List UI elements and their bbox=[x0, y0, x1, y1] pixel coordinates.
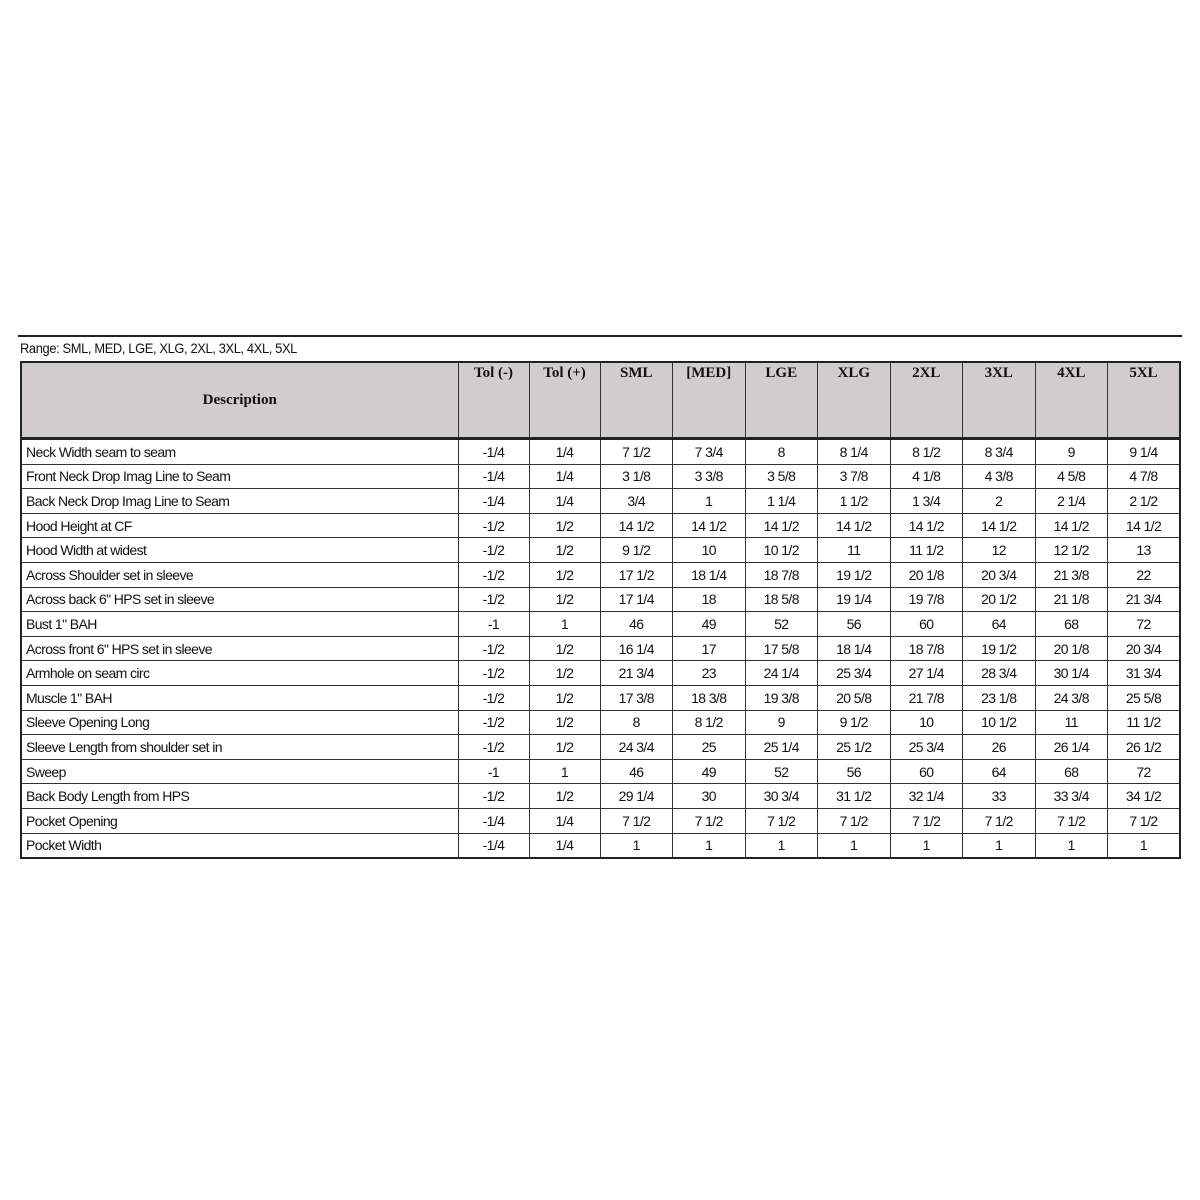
cell-2xl: 10 bbox=[890, 710, 963, 735]
cell-5xl: 22 bbox=[1108, 562, 1181, 587]
table-row bbox=[21, 759, 1180, 784]
cell-tol-plus: 1/2 bbox=[529, 784, 600, 809]
cell-med: 23 bbox=[673, 661, 746, 686]
cell-xlg: 1 bbox=[818, 833, 891, 858]
cell-3xl: 64 bbox=[963, 759, 1036, 784]
header-row bbox=[21, 362, 1180, 439]
cell-med: 17 bbox=[673, 636, 746, 661]
cell-3xl: 8 3/4 bbox=[963, 439, 1036, 465]
cell-description: Sleeve Length from shoulder set in bbox=[21, 735, 458, 760]
cell-sml: 9 1/2 bbox=[600, 538, 673, 563]
cell-5xl: 72 bbox=[1108, 759, 1181, 784]
cell-tol-minus: -1/2 bbox=[458, 685, 529, 710]
cell-description: Bust 1" BAH bbox=[21, 612, 458, 637]
cell-lge: 14 1/2 bbox=[745, 513, 818, 538]
cell-xlg: 56 bbox=[818, 759, 891, 784]
cell-4xl: 9 bbox=[1035, 439, 1108, 465]
cell-2xl: 7 1/2 bbox=[890, 808, 963, 833]
cell-description: Pocket Width bbox=[21, 833, 458, 858]
cell-lge: 19 3/8 bbox=[745, 685, 818, 710]
cell-description: Across back 6" HPS set in sleeve bbox=[21, 587, 458, 612]
cell-description: Back Neck Drop Imag Line to Seam bbox=[21, 489, 458, 514]
table-row bbox=[21, 439, 1180, 465]
cell-lge: 8 bbox=[745, 439, 818, 465]
cell-sml: 16 1/4 bbox=[600, 636, 673, 661]
cell-description: Pocket Opening bbox=[21, 808, 458, 833]
cell-sml: 14 1/2 bbox=[600, 513, 673, 538]
cell-2xl: 60 bbox=[890, 612, 963, 637]
cell-sml: 17 1/2 bbox=[600, 562, 673, 587]
cell-5xl: 26 1/2 bbox=[1108, 735, 1181, 760]
cell-tol-minus: -1/2 bbox=[458, 587, 529, 612]
cell-sml: 46 bbox=[600, 759, 673, 784]
cell-5xl: 14 1/2 bbox=[1108, 513, 1181, 538]
cell-sml: 21 3/4 bbox=[600, 661, 673, 686]
cell-med: 18 1/4 bbox=[673, 562, 746, 587]
cell-lge: 18 7/8 bbox=[745, 562, 818, 587]
cell-5xl: 2 1/2 bbox=[1108, 489, 1181, 514]
cell-4xl: 12 1/2 bbox=[1035, 538, 1108, 563]
column-header-description: Description bbox=[21, 362, 458, 439]
cell-2xl: 25 3/4 bbox=[890, 735, 963, 760]
table-row bbox=[21, 538, 1180, 563]
cell-5xl: 7 1/2 bbox=[1108, 808, 1181, 833]
table-row bbox=[21, 833, 1180, 858]
cell-3xl: 64 bbox=[963, 612, 1036, 637]
cell-tol-minus: -1/4 bbox=[458, 439, 529, 465]
column-header-tol-minus: Tol (-) bbox=[458, 362, 529, 439]
cell-description: Across Shoulder set in sleeve bbox=[21, 562, 458, 587]
cell-tol-plus: 1 bbox=[529, 759, 600, 784]
cell-tol-minus: -1/4 bbox=[458, 489, 529, 514]
cell-med: 7 3/4 bbox=[673, 439, 746, 465]
cell-lge: 24 1/4 bbox=[745, 661, 818, 686]
cell-tol-plus: 1/2 bbox=[529, 538, 600, 563]
cell-description: Hood Width at widest bbox=[21, 538, 458, 563]
table-row bbox=[21, 464, 1180, 489]
cell-med: 3 3/8 bbox=[673, 464, 746, 489]
cell-lge: 7 1/2 bbox=[745, 808, 818, 833]
cell-2xl: 1 3/4 bbox=[890, 489, 963, 514]
cell-description: Armhole on seam circ bbox=[21, 661, 458, 686]
cell-2xl: 60 bbox=[890, 759, 963, 784]
column-header-sml: SML bbox=[600, 362, 673, 439]
cell-3xl: 26 bbox=[963, 735, 1036, 760]
cell-5xl: 4 7/8 bbox=[1108, 464, 1181, 489]
cell-2xl: 20 1/8 bbox=[890, 562, 963, 587]
cell-tol-plus: 1/2 bbox=[529, 513, 600, 538]
cell-tol-plus: 1/4 bbox=[529, 439, 600, 465]
cell-med: 18 3/8 bbox=[673, 685, 746, 710]
cell-3xl: 14 1/2 bbox=[963, 513, 1036, 538]
cell-4xl: 14 1/2 bbox=[1035, 513, 1108, 538]
cell-description: Neck Width seam to seam bbox=[21, 439, 458, 465]
cell-xlg: 9 1/2 bbox=[818, 710, 891, 735]
cell-xlg: 1 1/2 bbox=[818, 489, 891, 514]
cell-lge: 17 5/8 bbox=[745, 636, 818, 661]
cell-2xl: 19 7/8 bbox=[890, 587, 963, 612]
cell-3xl: 10 1/2 bbox=[963, 710, 1036, 735]
cell-sml: 17 3/8 bbox=[600, 685, 673, 710]
table-body bbox=[21, 439, 1180, 859]
table-row bbox=[21, 587, 1180, 612]
cell-xlg: 25 3/4 bbox=[818, 661, 891, 686]
cell-tol-minus: -1/2 bbox=[458, 513, 529, 538]
cell-tol-minus: -1/2 bbox=[458, 710, 529, 735]
cell-sml: 7 1/2 bbox=[600, 808, 673, 833]
cell-3xl: 4 3/8 bbox=[963, 464, 1036, 489]
table-row bbox=[21, 489, 1180, 514]
measurement-spec-table bbox=[20, 361, 1181, 859]
cell-lge: 52 bbox=[745, 612, 818, 637]
cell-lge: 1 bbox=[745, 833, 818, 858]
cell-description: Back Body Length from HPS bbox=[21, 784, 458, 809]
cell-med: 1 bbox=[673, 833, 746, 858]
cell-5xl: 21 3/4 bbox=[1108, 587, 1181, 612]
cell-sml: 8 bbox=[600, 710, 673, 735]
size-range-text: Range: SML, MED, LGE, XLG, 2XL, 3XL, 4XL, 5XL bbox=[20, 340, 297, 356]
cell-5xl: 31 3/4 bbox=[1108, 661, 1181, 686]
cell-sml: 46 bbox=[600, 612, 673, 637]
column-header-xlg: XLG bbox=[818, 362, 891, 439]
cell-med: 10 bbox=[673, 538, 746, 563]
cell-sml: 29 1/4 bbox=[600, 784, 673, 809]
cell-med: 14 1/2 bbox=[673, 513, 746, 538]
cell-4xl: 26 1/4 bbox=[1035, 735, 1108, 760]
cell-description: Across front 6" HPS set in sleeve bbox=[21, 636, 458, 661]
cell-tol-plus: 1/2 bbox=[529, 735, 600, 760]
cell-3xl: 28 3/4 bbox=[963, 661, 1036, 686]
cell-med: 18 bbox=[673, 587, 746, 612]
cell-tol-plus: 1/4 bbox=[529, 808, 600, 833]
column-header-tol-plus: Tol (+) bbox=[529, 362, 600, 439]
cell-med: 8 1/2 bbox=[673, 710, 746, 735]
cell-3xl: 2 bbox=[963, 489, 1036, 514]
cell-med: 25 bbox=[673, 735, 746, 760]
cell-sml: 3/4 bbox=[600, 489, 673, 514]
cell-tol-plus: 1/2 bbox=[529, 562, 600, 587]
cell-sml: 17 1/4 bbox=[600, 587, 673, 612]
cell-sml: 3 1/8 bbox=[600, 464, 673, 489]
cell-xlg: 56 bbox=[818, 612, 891, 637]
cell-5xl: 11 1/2 bbox=[1108, 710, 1181, 735]
cell-sml: 1 bbox=[600, 833, 673, 858]
cell-4xl: 68 bbox=[1035, 759, 1108, 784]
cell-xlg: 3 7/8 bbox=[818, 464, 891, 489]
cell-xlg: 11 bbox=[818, 538, 891, 563]
cell-3xl: 1 bbox=[963, 833, 1036, 858]
cell-tol-minus: -1/2 bbox=[458, 661, 529, 686]
cell-xlg: 18 1/4 bbox=[818, 636, 891, 661]
cell-4xl: 4 5/8 bbox=[1035, 464, 1108, 489]
cell-2xl: 27 1/4 bbox=[890, 661, 963, 686]
cell-3xl: 7 1/2 bbox=[963, 808, 1036, 833]
cell-2xl: 4 1/8 bbox=[890, 464, 963, 489]
cell-xlg: 25 1/2 bbox=[818, 735, 891, 760]
cell-sml: 7 1/2 bbox=[600, 439, 673, 465]
cell-med: 30 bbox=[673, 784, 746, 809]
table-row bbox=[21, 784, 1180, 809]
cell-xlg: 20 5/8 bbox=[818, 685, 891, 710]
column-header-lge: LGE bbox=[745, 362, 818, 439]
cell-2xl: 18 7/8 bbox=[890, 636, 963, 661]
cell-tol-minus: -1 bbox=[458, 759, 529, 784]
cell-xlg: 19 1/2 bbox=[818, 562, 891, 587]
cell-xlg: 8 1/4 bbox=[818, 439, 891, 465]
cell-med: 7 1/2 bbox=[673, 808, 746, 833]
column-header-3xl: 3XL bbox=[963, 362, 1036, 439]
cell-xlg: 7 1/2 bbox=[818, 808, 891, 833]
cell-tol-plus: 1/4 bbox=[529, 464, 600, 489]
cell-tol-plus: 1/4 bbox=[529, 489, 600, 514]
cell-lge: 3 5/8 bbox=[745, 464, 818, 489]
cell-5xl: 1 bbox=[1108, 833, 1181, 858]
table-row bbox=[21, 636, 1180, 661]
table-row bbox=[21, 661, 1180, 686]
table-row bbox=[21, 685, 1180, 710]
cell-lge: 10 1/2 bbox=[745, 538, 818, 563]
cell-4xl: 21 1/8 bbox=[1035, 587, 1108, 612]
column-header-2xl: 2XL bbox=[890, 362, 963, 439]
cell-5xl: 13 bbox=[1108, 538, 1181, 563]
cell-lge: 30 3/4 bbox=[745, 784, 818, 809]
cell-description: Sweep bbox=[21, 759, 458, 784]
cell-xlg: 31 1/2 bbox=[818, 784, 891, 809]
cell-3xl: 23 1/8 bbox=[963, 685, 1036, 710]
cell-tol-plus: 1/2 bbox=[529, 661, 600, 686]
cell-3xl: 20 3/4 bbox=[963, 562, 1036, 587]
cell-tol-plus: 1/2 bbox=[529, 587, 600, 612]
cell-2xl: 32 1/4 bbox=[890, 784, 963, 809]
cell-tol-minus: -1/2 bbox=[458, 735, 529, 760]
cell-2xl: 11 1/2 bbox=[890, 538, 963, 563]
cell-4xl: 2 1/4 bbox=[1035, 489, 1108, 514]
column-header-med: [MED] bbox=[673, 362, 746, 439]
cell-4xl: 21 3/8 bbox=[1035, 562, 1108, 587]
cell-4xl: 24 3/8 bbox=[1035, 685, 1108, 710]
cell-description: Muscle 1" BAH bbox=[21, 685, 458, 710]
cell-tol-minus: -1/2 bbox=[458, 562, 529, 587]
table-row bbox=[21, 612, 1180, 637]
cell-tol-plus: 1/4 bbox=[529, 833, 600, 858]
cell-tol-plus: 1/2 bbox=[529, 710, 600, 735]
cell-5xl: 72 bbox=[1108, 612, 1181, 637]
cell-2xl: 8 1/2 bbox=[890, 439, 963, 465]
cell-lge: 18 5/8 bbox=[745, 587, 818, 612]
cell-tol-plus: 1/2 bbox=[529, 685, 600, 710]
cell-description: Front Neck Drop Imag Line to Seam bbox=[21, 464, 458, 489]
cell-tol-minus: -1/2 bbox=[458, 784, 529, 809]
cell-sml: 24 3/4 bbox=[600, 735, 673, 760]
cell-description: Sleeve Opening Long bbox=[21, 710, 458, 735]
cell-3xl: 19 1/2 bbox=[963, 636, 1036, 661]
cell-4xl: 7 1/2 bbox=[1035, 808, 1108, 833]
column-header-5xl: 5XL bbox=[1108, 362, 1181, 439]
cell-4xl: 20 1/8 bbox=[1035, 636, 1108, 661]
cell-tol-minus: -1/4 bbox=[458, 464, 529, 489]
cell-3xl: 33 bbox=[963, 784, 1036, 809]
cell-tol-minus: -1 bbox=[458, 612, 529, 637]
cell-lge: 9 bbox=[745, 710, 818, 735]
cell-tol-plus: 1 bbox=[529, 612, 600, 637]
table-row bbox=[21, 710, 1180, 735]
table-row bbox=[21, 513, 1180, 538]
table-row bbox=[21, 735, 1180, 760]
cell-tol-minus: -1/2 bbox=[458, 636, 529, 661]
cell-4xl: 11 bbox=[1035, 710, 1108, 735]
cell-2xl: 21 7/8 bbox=[890, 685, 963, 710]
cell-5xl: 25 5/8 bbox=[1108, 685, 1181, 710]
cell-lge: 1 1/4 bbox=[745, 489, 818, 514]
cell-xlg: 19 1/4 bbox=[818, 587, 891, 612]
cell-med: 49 bbox=[673, 759, 746, 784]
table-row bbox=[21, 808, 1180, 833]
cell-2xl: 14 1/2 bbox=[890, 513, 963, 538]
cell-5xl: 9 1/4 bbox=[1108, 439, 1181, 465]
table-row bbox=[21, 562, 1180, 587]
cell-4xl: 30 1/4 bbox=[1035, 661, 1108, 686]
cell-description: Hood Height at CF bbox=[21, 513, 458, 538]
cell-3xl: 12 bbox=[963, 538, 1036, 563]
cell-med: 1 bbox=[673, 489, 746, 514]
cell-5xl: 20 3/4 bbox=[1108, 636, 1181, 661]
cell-2xl: 1 bbox=[890, 833, 963, 858]
cell-lge: 25 1/4 bbox=[745, 735, 818, 760]
cell-tol-minus: -1/2 bbox=[458, 538, 529, 563]
cell-tol-minus: -1/4 bbox=[458, 808, 529, 833]
cell-tol-minus: -1/4 bbox=[458, 833, 529, 858]
column-header-4xl: 4XL bbox=[1035, 362, 1108, 439]
cell-5xl: 34 1/2 bbox=[1108, 784, 1181, 809]
top-rule bbox=[18, 335, 1182, 337]
cell-tol-plus: 1/2 bbox=[529, 636, 600, 661]
cell-3xl: 20 1/2 bbox=[963, 587, 1036, 612]
cell-lge: 52 bbox=[745, 759, 818, 784]
cell-4xl: 68 bbox=[1035, 612, 1108, 637]
cell-med: 49 bbox=[673, 612, 746, 637]
cell-4xl: 33 3/4 bbox=[1035, 784, 1108, 809]
cell-xlg: 14 1/2 bbox=[818, 513, 891, 538]
cell-4xl: 1 bbox=[1035, 833, 1108, 858]
